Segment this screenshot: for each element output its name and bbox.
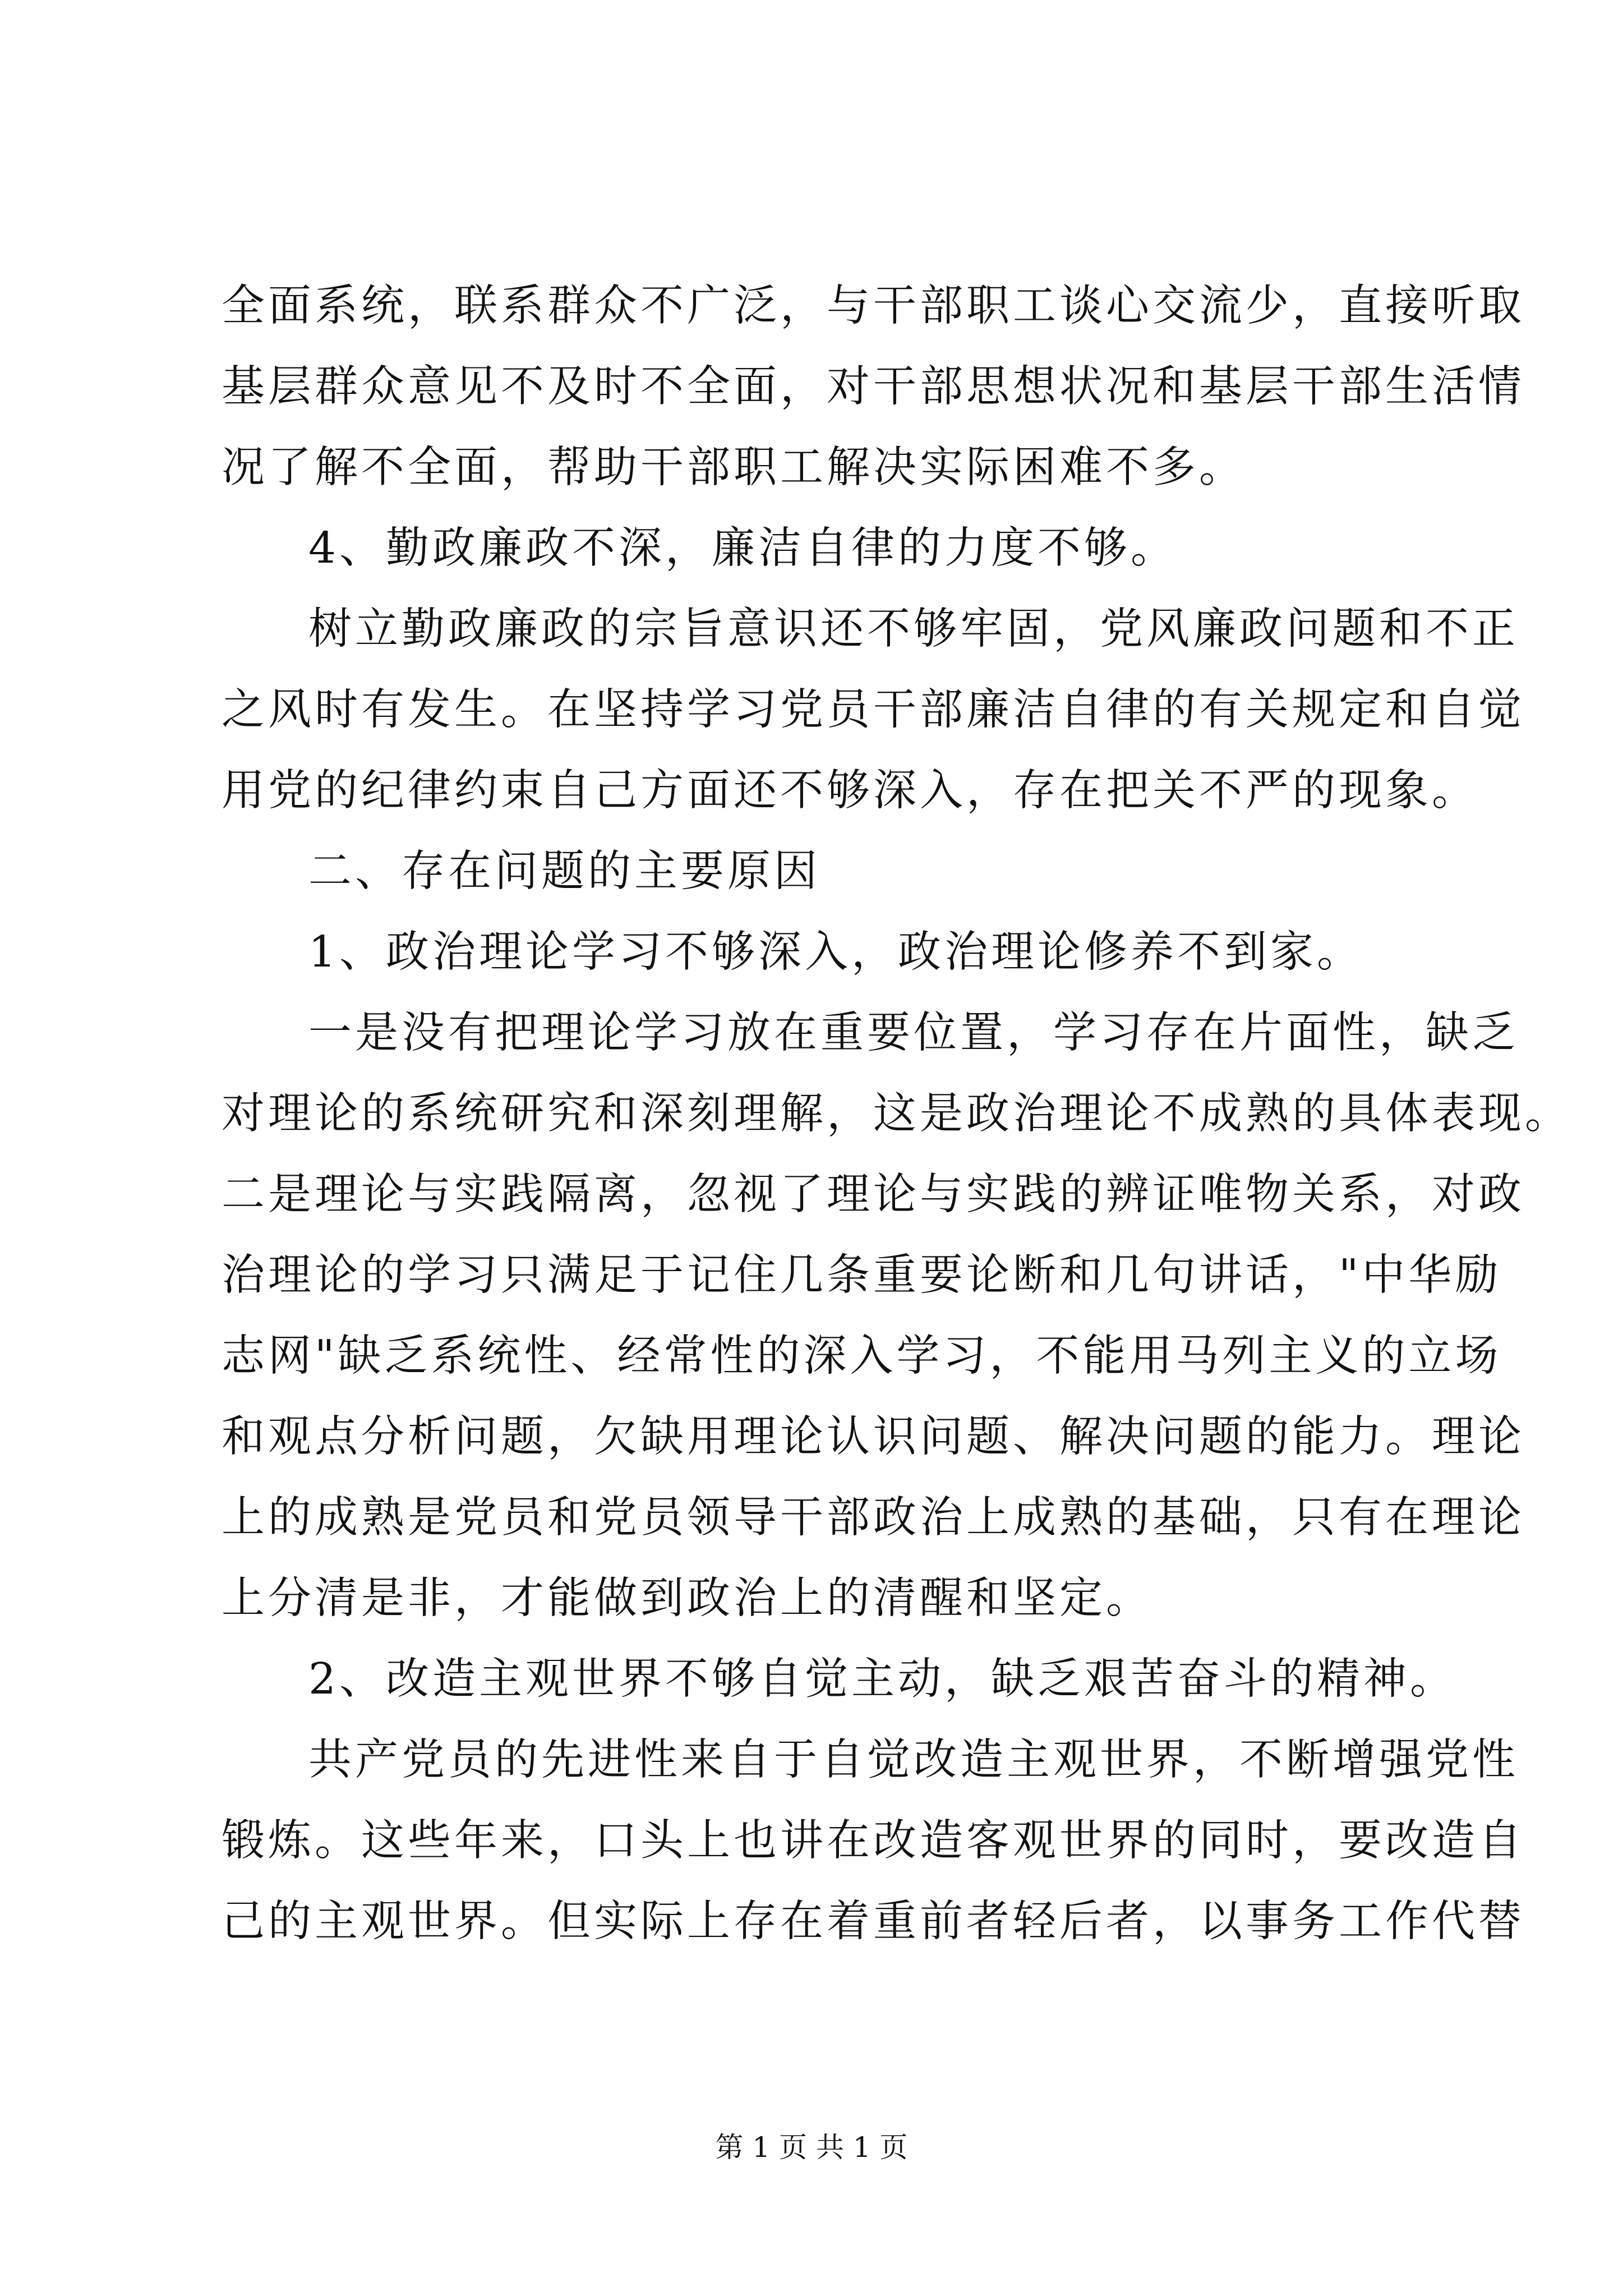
text-line-10: 一是没有把理论学习放在重要位置，学习存在片面性，缺乏	[308, 1008, 1519, 1058]
text-line-3: 况了解不全面，帮助干部职工解决实际困难不多。	[222, 443, 1246, 493]
text-line-14: 志网"缺乏系统性、经常性的深入学习，不能用马列主义的立场	[222, 1331, 1502, 1381]
text-line-12: 二是理论与实践隔离，忽视了理论与实践的辨证唯物关系，对政	[222, 1170, 1525, 1220]
text-line-16: 上的成熟是党员和党员领导干部政治上成熟的基础，只有在理论	[222, 1493, 1525, 1543]
page-number-label: 第 1 页 共 1 页	[715, 2131, 908, 2164]
page-footer	[0, 2131, 1623, 2164]
section-heading-4: 4、勤政廉政不深，廉洁自律的力度不够。	[308, 523, 1177, 573]
text-line-5: 树立勤政廉政的宗旨意识还不够牢固，党风廉政问题和不正	[308, 604, 1519, 654]
text-line-15: 和观点分析问题，欠缺用理论认识问题、解决问题的能力。理论	[222, 1412, 1525, 1462]
text-line-2: 基层群众意见不及时不全面，对干部思想状况和基层干部生活情	[222, 362, 1525, 412]
text-line-20: 锻炼。这些年来，口头上也讲在改造客观世界的同时，要改造自	[222, 1816, 1525, 1866]
section-heading-main-reasons: 二、存在问题的主要原因	[308, 846, 820, 896]
text-line-21: 己的主观世界。但实际上存在着重前者轻后者，以事务工作代替	[222, 1897, 1525, 1947]
text-line-6: 之风时有发生。在坚持学习党员干部廉洁自律的有关规定和自觉	[222, 685, 1525, 735]
section-heading-1: 1、政治理论学习不够深入，政治理论修养不到家。	[308, 927, 1363, 977]
document-body	[222, 266, 1571, 1962]
text-line-13: 治理论的学习只满足于记住几条重要论断和几句讲话，"中华励	[222, 1250, 1502, 1300]
text-line-11: 对理论的系统研究和深刻理解，这是政治理论不成熟的具体表现。	[222, 1089, 1571, 1139]
text-line-1: 全面系统，联系群众不广泛，与干部职工谈心交流少，直接听取	[222, 281, 1525, 331]
text-line-7: 用党的纪律约束自己方面还不够深入，存在把关不严的现象。	[222, 766, 1478, 816]
text-line-17: 上分清是非，才能做到政治上的清醒和坚定。	[222, 1573, 1152, 1623]
section-heading-2: 2、改造主观世界不够自觉主动，缺乏艰苦奋斗的精神。	[308, 1654, 1456, 1704]
text-line-19: 共产党员的先进性来自于自觉改造主观世界，不断增强党性	[308, 1735, 1519, 1785]
